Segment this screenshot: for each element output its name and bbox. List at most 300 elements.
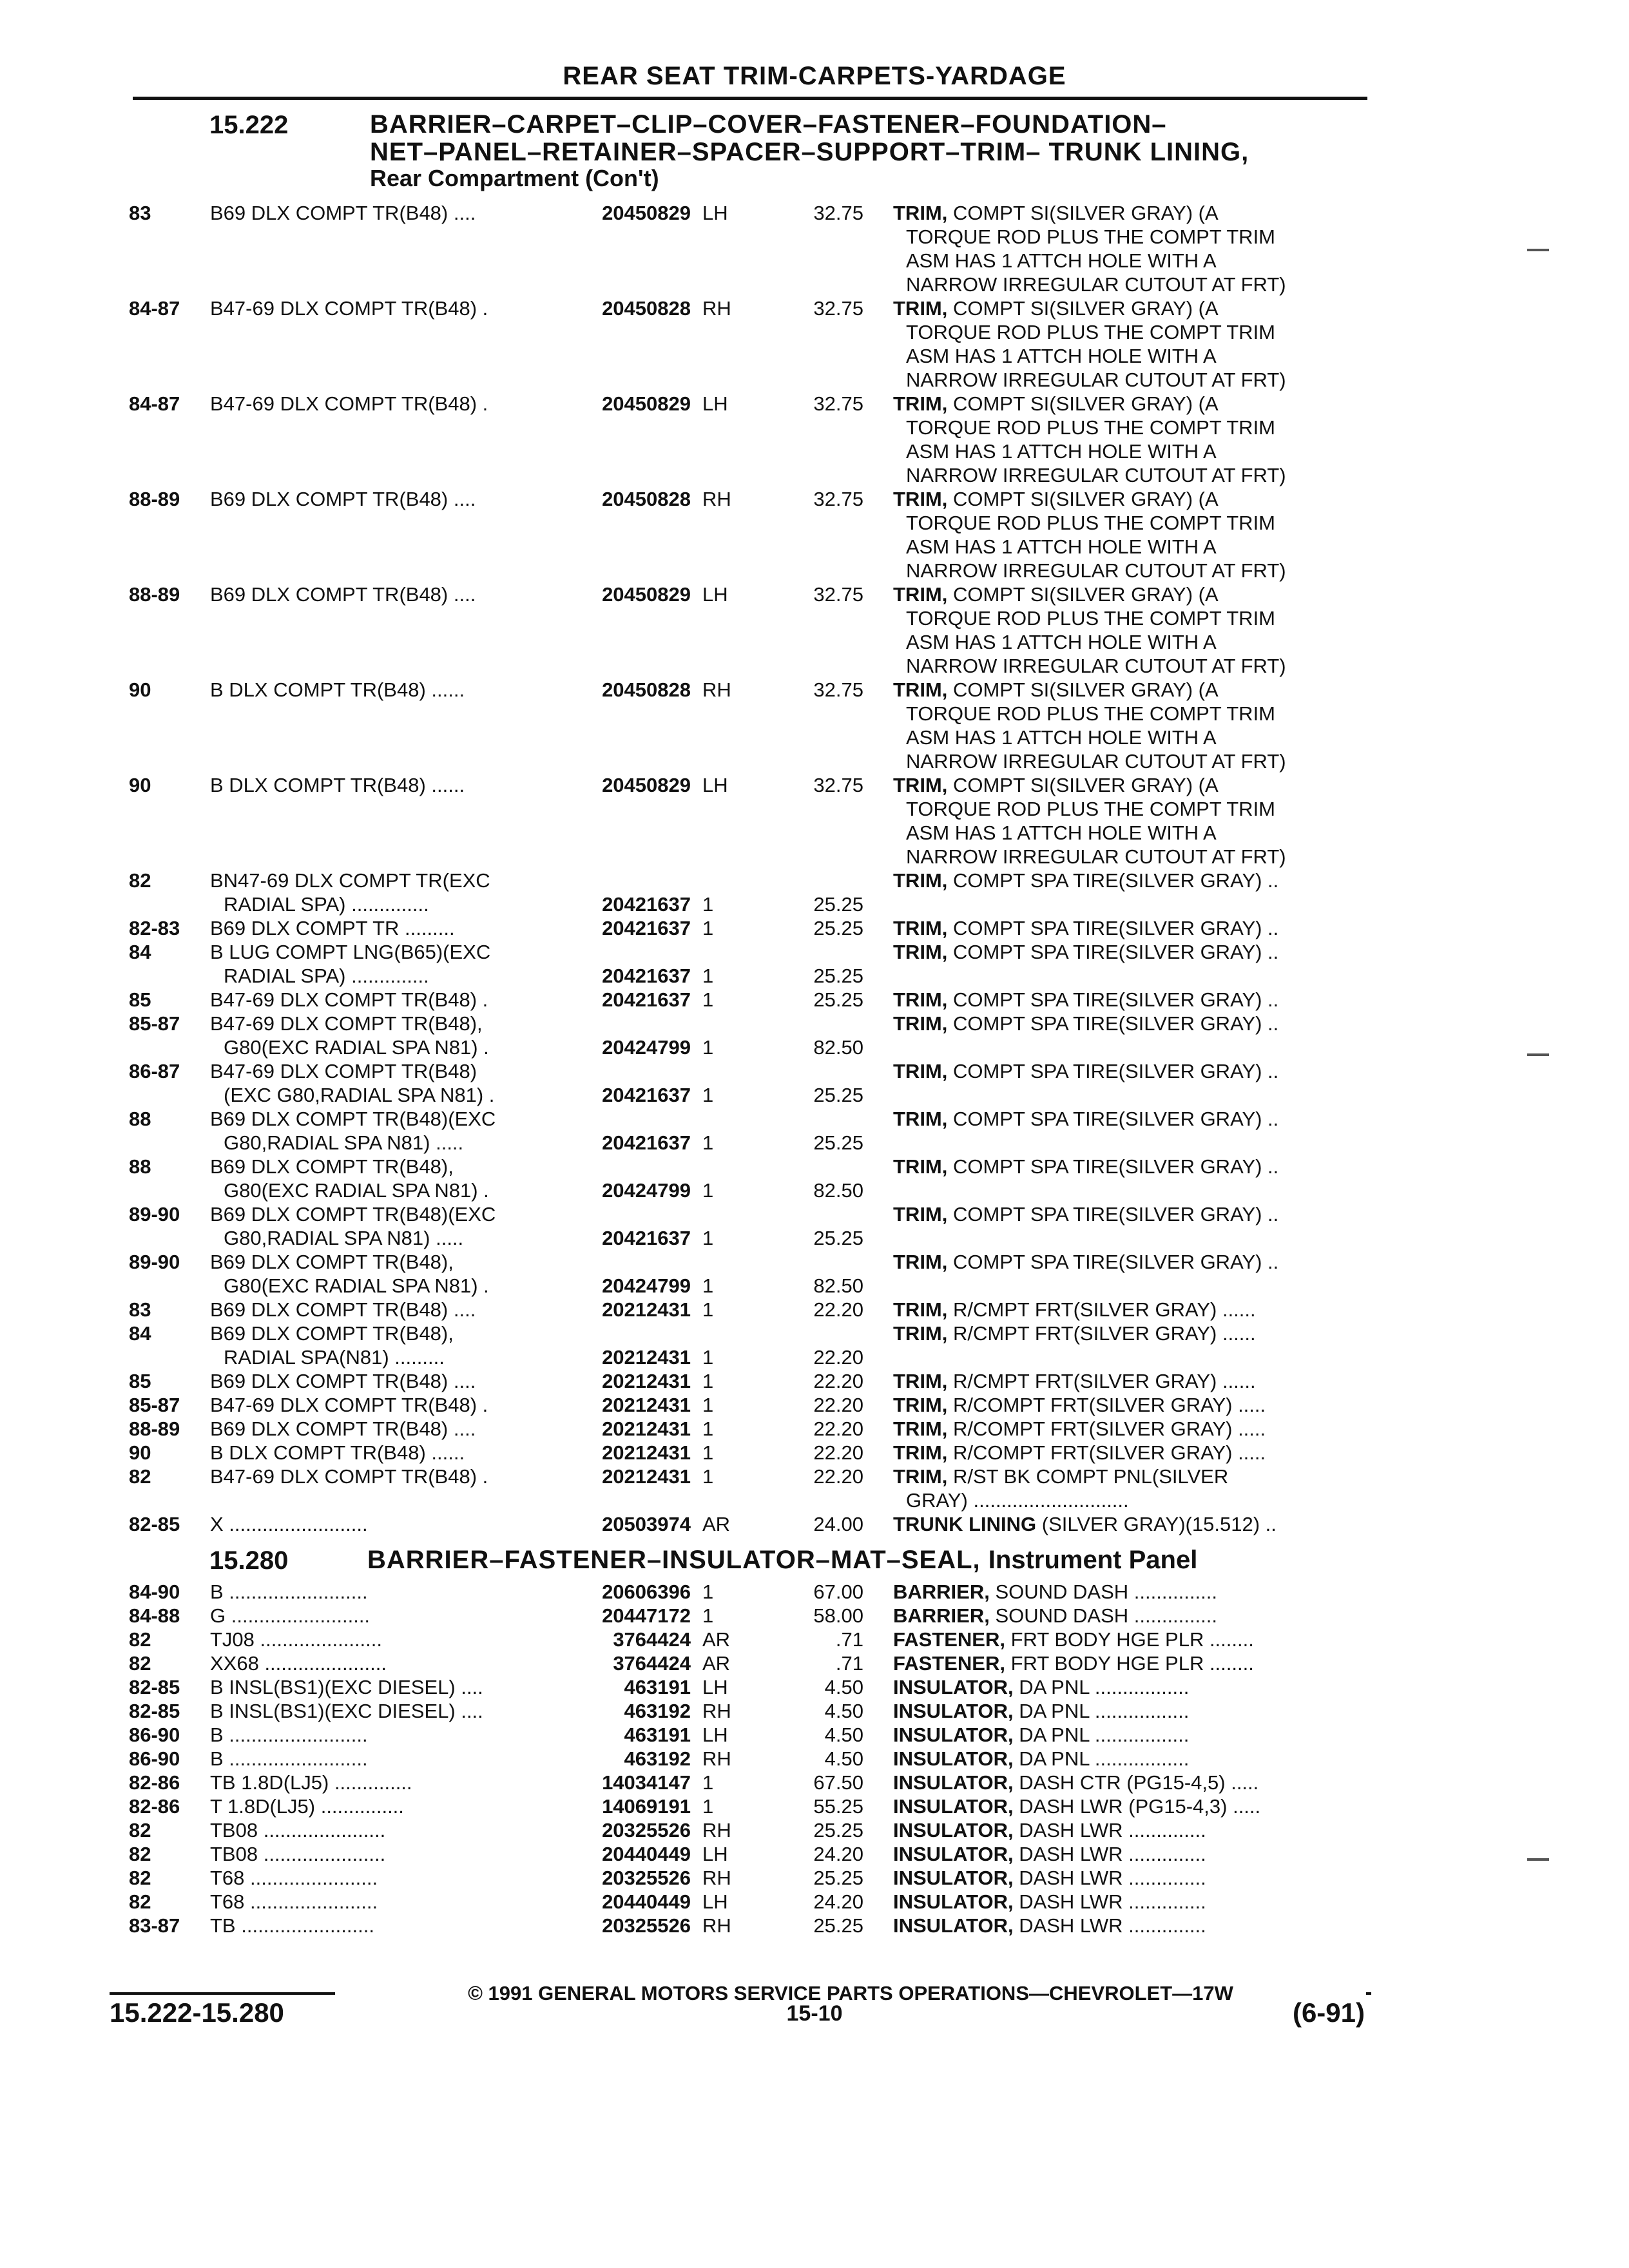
part-name <box>893 773 1219 797</box>
part-name-keyword: TRIM, <box>893 1012 948 1035</box>
row-line <box>0 1651 1629 1675</box>
part-row <box>0 1298 1629 1321</box>
row-line <box>0 416 1629 439</box>
row-line <box>0 1059 1629 1083</box>
model-description: B ......................... <box>210 1581 368 1603</box>
model-description: B69 DLX COMPT TR(B48), <box>210 1251 454 1273</box>
price: 25.25 <box>813 1867 863 1889</box>
model-year: 83 <box>129 1298 151 1321</box>
model-description: TB ........................ <box>210 1914 374 1937</box>
row-line <box>0 1866 1629 1890</box>
part-name-detail: COMPT SPA TIRE(SILVER GRAY) .. <box>947 941 1279 963</box>
model-year: 84-88 <box>129 1604 180 1627</box>
part-row <box>0 1250 1629 1298</box>
row-line <box>0 1274 1629 1298</box>
quantity: 1 <box>702 1441 714 1464</box>
part-number: 20450828 <box>602 297 691 320</box>
margin-mark <box>1527 1858 1549 1861</box>
part-name-continuation: ASM HAS 1 ATTCH HOLE WITH A <box>906 249 1217 272</box>
model-description: B DLX COMPT TR(B48) ...... <box>210 1441 465 1464</box>
part-name-detail: COMPT SPA TIRE(SILVER GRAY) .. <box>947 917 1279 939</box>
part-row <box>0 1651 1629 1675</box>
part-name <box>893 1012 1278 1035</box>
part-name-keyword: INSULATOR, <box>893 1914 1014 1937</box>
part-row <box>0 1512 1629 1536</box>
part-row <box>0 988 1629 1012</box>
price: 22.20 <box>813 1298 863 1321</box>
part-number: 20450829 <box>602 392 691 415</box>
part-row <box>0 1699 1629 1723</box>
part-number: 20450828 <box>602 678 691 701</box>
price: 25.25 <box>813 917 863 939</box>
margin-mark <box>1527 1053 1549 1056</box>
price: 22.20 <box>813 1346 863 1369</box>
quantity: 1 <box>702 1418 714 1440</box>
row-line <box>0 1131 1629 1155</box>
part-name-continuation: ASM HAS 1 ATTCH HOLE WITH A <box>906 726 1217 749</box>
model-description: G80,RADIAL SPA N81) ..... <box>224 1227 464 1249</box>
part-name-keyword: TRIM, <box>893 774 948 796</box>
part-name <box>893 392 1219 416</box>
model-year: 82 <box>129 1652 151 1675</box>
part-name-continuation: TORQUE ROD PLUS THE COMPT TRIM <box>906 702 1276 725</box>
part-name-continuation: NARROW IRREGULAR CUTOUT AT FRT) <box>906 750 1286 773</box>
part-name-keyword: TRIM, <box>893 678 948 701</box>
part-number: 14034147 <box>602 1771 691 1794</box>
row-line <box>0 1818 1629 1842</box>
quantity: 1 <box>702 1394 714 1416</box>
part-name-continuation: ASM HAS 1 ATTCH HOLE WITH A <box>906 535 1217 558</box>
quantity: RH <box>702 488 731 510</box>
part-name-detail: COMPT SPA TIRE(SILVER GRAY) .. <box>947 1203 1279 1225</box>
price: 4.50 <box>824 1747 863 1770</box>
part-number: 20424799 <box>602 1274 691 1297</box>
part-name-keyword: TRIM, <box>893 1418 948 1440</box>
part-name-keyword: INSULATOR, <box>893 1867 1014 1889</box>
part-number: 20421637 <box>602 988 691 1011</box>
row-line <box>0 988 1629 1012</box>
model-year: 85 <box>129 988 151 1011</box>
model-year: 82 <box>129 869 151 892</box>
price: 25.25 <box>813 1914 863 1937</box>
part-row <box>0 678 1629 773</box>
part-name-detail: COMPT SPA TIRE(SILVER GRAY) .. <box>947 988 1279 1011</box>
quantity: 1 <box>702 1795 714 1818</box>
quantity: 1 <box>702 1298 714 1321</box>
part-number: 20325526 <box>602 1914 691 1937</box>
model-year: 84 <box>129 941 151 963</box>
part-number: 20424799 <box>602 1036 691 1059</box>
quantity: AR <box>702 1513 731 1535</box>
row-line <box>0 1580 1629 1604</box>
quantity: 1 <box>702 1274 714 1297</box>
row-line <box>0 392 1629 416</box>
row-line <box>0 1250 1629 1274</box>
part-name <box>893 487 1219 511</box>
part-name <box>893 1107 1278 1131</box>
part-name-detail: R/CMPT FRT(SILVER GRAY) ...... <box>947 1298 1256 1321</box>
row-line <box>0 726 1629 749</box>
section-title-text: BARRIER–FASTENER–INSULATOR–MAT–SEAL, <box>367 1546 981 1574</box>
quantity: 1 <box>702 1179 714 1202</box>
model-description: RADIAL SPA) .............. <box>224 965 429 987</box>
part-name-continuation: NARROW IRREGULAR CUTOUT AT FRT) <box>906 845 1286 868</box>
part-row <box>0 1866 1629 1890</box>
row-line <box>0 1083 1629 1107</box>
section-subtitle: Instrument Panel <box>988 1546 1198 1574</box>
price: 32.75 <box>813 583 863 606</box>
model-description: B47-69 DLX COMPT TR(B48) . <box>210 392 488 415</box>
model-description: B ......................... <box>210 1724 368 1746</box>
model-year: 82 <box>129 1867 151 1889</box>
model-year: 88-89 <box>129 583 180 606</box>
model-year: 82 <box>129 1819 151 1841</box>
part-name <box>893 1723 1189 1747</box>
part-name-detail: DA PNL ................. <box>1013 1700 1190 1722</box>
part-number: 463191 <box>624 1724 691 1746</box>
part-name-detail: SOUND DASH ............... <box>989 1604 1217 1627</box>
row-line <box>0 606 1629 630</box>
part-name-keyword: TRIM, <box>893 941 948 963</box>
part-name-keyword: TRIM, <box>893 1394 948 1416</box>
part-name-keyword: INSULATOR, <box>893 1700 1014 1722</box>
row-line <box>0 439 1629 463</box>
quantity: 1 <box>702 1131 714 1154</box>
part-name-detail: COMPT SI(SILVER GRAY) (A <box>947 392 1219 415</box>
model-year: 89-90 <box>129 1203 180 1225</box>
part-name <box>893 201 1219 225</box>
part-name-detail: COMPT SPA TIRE(SILVER GRAY) .. <box>947 1108 1279 1130</box>
part-name <box>893 1417 1266 1441</box>
part-name <box>893 1794 1260 1818</box>
model-description: B69 DLX COMPT TR(B48)(EXC <box>210 1203 496 1225</box>
row-line <box>0 273 1629 296</box>
margin-mark <box>1527 249 1549 251</box>
part-name-detail: DASH LWR .............. <box>1013 1914 1206 1937</box>
part-name-detail: DASH LWR .............. <box>1013 1890 1206 1913</box>
part-row <box>0 1723 1629 1747</box>
part-number: 20440449 <box>602 1843 691 1865</box>
part-row <box>0 392 1629 487</box>
section-number: 15.222 <box>209 111 289 139</box>
price: 22.20 <box>813 1465 863 1488</box>
row-line <box>0 1369 1629 1393</box>
part-number: 3764424 <box>613 1652 691 1675</box>
model-description: B47-69 DLX COMPT TR(B48), <box>210 1012 483 1035</box>
part-row <box>0 1628 1629 1651</box>
price: 24.20 <box>813 1843 863 1865</box>
part-name-continuation: ASM HAS 1 ATTCH HOLE WITH A <box>906 822 1217 844</box>
part-row <box>0 1417 1629 1441</box>
model-description: B69 DLX COMPT TR(B48) .... <box>210 583 476 606</box>
part-name-continuation: ASM HAS 1 ATTCH HOLE WITH A <box>906 345 1217 367</box>
row-line <box>0 559 1629 582</box>
part-number: 20503974 <box>602 1513 691 1535</box>
price: 32.75 <box>813 297 863 320</box>
part-name-continuation: TORQUE ROD PLUS THE COMPT TRIM <box>906 226 1276 248</box>
price: 25.25 <box>813 893 863 916</box>
model-description: TB08 ...................... <box>210 1843 386 1865</box>
model-description: XX68 ...................... <box>210 1652 387 1675</box>
part-name-keyword: TRIM, <box>893 1060 948 1082</box>
part-name <box>893 678 1219 702</box>
part-name-detail: COMPT SPA TIRE(SILVER GRAY) .. <box>947 1155 1279 1178</box>
price: 32.75 <box>813 488 863 510</box>
row-line <box>0 845 1629 869</box>
price: 67.00 <box>813 1581 863 1603</box>
model-year: 84-87 <box>129 392 180 415</box>
quantity: LH <box>702 774 728 796</box>
price: .71 <box>835 1652 863 1675</box>
part-name-continuation: NARROW IRREGULAR CUTOUT AT FRT) <box>906 559 1286 582</box>
part-name-detail: DA PNL ................. <box>1013 1676 1190 1698</box>
model-year: 84-90 <box>129 1581 180 1603</box>
price: 22.20 <box>813 1418 863 1440</box>
row-line <box>0 1747 1629 1771</box>
model-description: B ......................... <box>210 1747 368 1770</box>
part-name-keyword: TRIM, <box>893 1322 948 1345</box>
price: 82.50 <box>813 1274 863 1297</box>
row-line <box>0 1465 1629 1488</box>
part-name-continuation: TORQUE ROD PLUS THE COMPT TRIM <box>906 321 1276 343</box>
price: 32.75 <box>813 678 863 701</box>
quantity: 1 <box>702 1771 714 1794</box>
part-row <box>0 1818 1629 1842</box>
part-row <box>0 1842 1629 1866</box>
part-row <box>0 1321 1629 1369</box>
model-description: G80(EXC RADIAL SPA N81) . <box>224 1179 489 1202</box>
model-description: B69 DLX COMPT TR(B48) .... <box>210 488 476 510</box>
price: 22.20 <box>813 1370 863 1392</box>
model-year: 82 <box>129 1465 151 1488</box>
model-year: 82-83 <box>129 917 180 939</box>
part-name-detail: FRT BODY HGE PLR ........ <box>1005 1652 1254 1675</box>
part-name-continuation: NARROW IRREGULAR CUTOUT AT FRT) <box>906 655 1286 677</box>
copyright-notice: © 1991 GENERAL MOTORS SERVICE PARTS OPERATIONS—CHEVROLET—17W <box>335 1982 1366 2005</box>
row-line <box>0 797 1629 821</box>
part-name-detail: COMPT SI(SILVER GRAY) (A <box>947 488 1219 510</box>
part-number: 3764424 <box>613 1628 691 1651</box>
row-line <box>0 1155 1629 1178</box>
model-description: B47-69 DLX COMPT TR(B48) . <box>210 988 488 1011</box>
part-number: 20424799 <box>602 1179 691 1202</box>
part-name-keyword: TRIM, <box>893 1465 948 1488</box>
part-name-detail: SOUND DASH ............... <box>989 1581 1217 1603</box>
model-year: 88-89 <box>129 1418 180 1440</box>
part-number: 20212431 <box>602 1418 691 1440</box>
part-row <box>0 1107 1629 1155</box>
row-line <box>0 1012 1629 1035</box>
row-line <box>0 892 1629 916</box>
part-name-continuation: TORQUE ROD PLUS THE COMPT TRIM <box>906 512 1276 534</box>
part-name <box>893 582 1219 606</box>
part-name-keyword: TRIM, <box>893 297 948 320</box>
model-description: B DLX COMPT TR(B48) ...... <box>210 774 465 796</box>
part-name-detail: COMPT SPA TIRE(SILVER GRAY) .. <box>947 869 1279 892</box>
part-name <box>893 1393 1266 1417</box>
part-name-continuation: GRAY) ............................ <box>906 1489 1129 1512</box>
model-year: 85-87 <box>129 1394 180 1416</box>
quantity: LH <box>702 1890 728 1913</box>
part-name-keyword: INSULATOR, <box>893 1890 1014 1913</box>
price: 4.50 <box>824 1724 863 1746</box>
part-name <box>893 1155 1278 1178</box>
part-name-keyword: TRIM, <box>893 1370 948 1392</box>
row-line <box>0 821 1629 845</box>
part-name-continuation: ASM HAS 1 ATTCH HOLE WITH A <box>906 440 1217 463</box>
part-name-keyword: FASTENER, <box>893 1652 1005 1675</box>
section-number: 15.280 <box>209 1546 289 1575</box>
part-number: 20421637 <box>602 1084 691 1106</box>
row-line <box>0 916 1629 940</box>
part-row <box>0 1747 1629 1771</box>
part-name <box>893 1512 1277 1536</box>
row-line <box>0 201 1629 225</box>
part-name <box>893 1298 1256 1321</box>
row-line <box>0 1321 1629 1345</box>
model-year: 90 <box>129 678 151 701</box>
section-title-line: NET–PANEL–RETAINER–SPACER–SUPPORT–TRIM– TRUNK LINING, <box>370 138 1249 166</box>
model-description: RADIAL SPA(N81) ......... <box>224 1346 445 1369</box>
quantity: 1 <box>702 1227 714 1249</box>
part-number: 20212431 <box>602 1394 691 1416</box>
row-line <box>0 1628 1629 1651</box>
quantity: 1 <box>702 1036 714 1059</box>
price: 25.25 <box>813 1131 863 1154</box>
part-name <box>893 1699 1189 1723</box>
row-line <box>0 869 1629 892</box>
row-line <box>0 678 1629 702</box>
part-name-detail: DA PNL ................. <box>1013 1747 1190 1770</box>
part-name-keyword: INSULATOR, <box>893 1843 1014 1865</box>
part-name-keyword: TRIM, <box>893 488 948 510</box>
part-name-keyword: TRIM, <box>893 202 948 224</box>
part-name <box>893 1651 1254 1675</box>
part-row <box>0 582 1629 678</box>
page-title: REAR SEAT TRIM-CARPETS-YARDAGE <box>563 62 1066 90</box>
page-number: 15-10 <box>786 2001 843 2026</box>
part-row <box>0 1914 1629 1937</box>
model-description: B69 DLX COMPT TR(B48), <box>210 1322 454 1345</box>
part-name <box>893 1321 1256 1345</box>
part-number: 20447172 <box>602 1604 691 1627</box>
part-name-keyword: INSULATOR, <box>893 1795 1014 1818</box>
part-number: 463192 <box>624 1747 691 1770</box>
price: 4.50 <box>824 1700 863 1722</box>
row-line <box>0 1842 1629 1866</box>
part-name-keyword: INSULATOR, <box>893 1771 1014 1794</box>
model-description: B69 DLX COMPT TR(B48) .... <box>210 1370 476 1392</box>
part-name-keyword: TRIM, <box>893 1203 948 1225</box>
model-year: 82-86 <box>129 1771 180 1794</box>
price: 32.75 <box>813 392 863 415</box>
part-name <box>893 1465 1228 1488</box>
part-name-keyword: TRIM, <box>893 869 948 892</box>
row-line <box>0 1699 1629 1723</box>
part-name <box>893 1675 1189 1699</box>
row-line <box>0 368 1629 392</box>
part-name <box>893 1250 1278 1274</box>
quantity: RH <box>702 1867 731 1889</box>
revision-date: (6-91) <box>1292 1997 1365 2028</box>
row-line <box>0 1675 1629 1699</box>
row-line <box>0 296 1629 320</box>
part-number: 20606396 <box>602 1581 691 1603</box>
part-row <box>0 940 1629 988</box>
model-description: B69 DLX COMPT TR(B48) .... <box>210 202 476 224</box>
model-year: 84 <box>129 1322 151 1345</box>
part-name-keyword: INSULATOR, <box>893 1747 1014 1770</box>
row-line <box>0 1298 1629 1321</box>
row-line <box>0 630 1629 654</box>
part-number: 463192 <box>624 1700 691 1722</box>
part-name-keyword: TRIM, <box>893 988 948 1011</box>
part-name-detail: COMPT SPA TIRE(SILVER GRAY) .. <box>947 1012 1279 1035</box>
row-line <box>0 1417 1629 1441</box>
model-year: 90 <box>129 774 151 796</box>
model-year: 82-86 <box>129 1795 180 1818</box>
model-description: B47-69 DLX COMPT TR(B48) . <box>210 1394 488 1416</box>
row-line <box>0 1604 1629 1628</box>
model-description: TB08 ...................... <box>210 1819 386 1841</box>
part-name-keyword: TRUNK LINING <box>893 1513 1037 1535</box>
part-row <box>0 201 1629 296</box>
model-description: T68 ....................... <box>210 1867 378 1889</box>
part-row <box>0 1771 1629 1794</box>
quantity: 1 <box>702 1581 714 1603</box>
row-line <box>0 1226 1629 1250</box>
price: 24.20 <box>813 1890 863 1913</box>
row-line <box>0 344 1629 368</box>
part-name <box>893 916 1278 940</box>
part-name-detail: DASH LWR .............. <box>1013 1843 1206 1865</box>
part-row <box>0 1675 1629 1699</box>
price: 22.20 <box>813 1441 863 1464</box>
row-line <box>0 964 1629 988</box>
part-name <box>893 1818 1206 1842</box>
part-row <box>0 773 1629 869</box>
price: 22.20 <box>813 1394 863 1416</box>
part-number: 20421637 <box>602 965 691 987</box>
model-year: 83 <box>129 202 151 224</box>
row-line <box>0 1202 1629 1226</box>
quantity: 1 <box>702 1084 714 1106</box>
row-line <box>0 511 1629 535</box>
quantity: 1 <box>702 893 714 916</box>
quantity: LH <box>702 202 728 224</box>
row-line <box>0 225 1629 249</box>
quantity: 1 <box>702 988 714 1011</box>
price: .71 <box>835 1628 863 1651</box>
part-number: 14069191 <box>602 1795 691 1818</box>
part-name-keyword: BARRIER, <box>893 1604 990 1627</box>
model-year: 86-87 <box>129 1060 180 1082</box>
quantity: AR <box>702 1652 731 1675</box>
part-name-detail: R/ST BK COMPT PNL(SILVER <box>947 1465 1229 1488</box>
quantity: RH <box>702 1819 731 1841</box>
model-year: 83-87 <box>129 1914 180 1937</box>
model-description: B47-69 DLX COMPT TR(B48) . <box>210 1465 488 1488</box>
model-description: X ......................... <box>210 1513 368 1535</box>
part-row <box>0 1202 1629 1250</box>
quantity: 1 <box>702 1370 714 1392</box>
part-name <box>893 1842 1206 1866</box>
part-name-keyword: FASTENER, <box>893 1628 1005 1651</box>
row-line <box>0 535 1629 559</box>
row-line <box>0 487 1629 511</box>
part-row <box>0 1604 1629 1628</box>
part-name-keyword: TRIM, <box>893 1108 948 1130</box>
